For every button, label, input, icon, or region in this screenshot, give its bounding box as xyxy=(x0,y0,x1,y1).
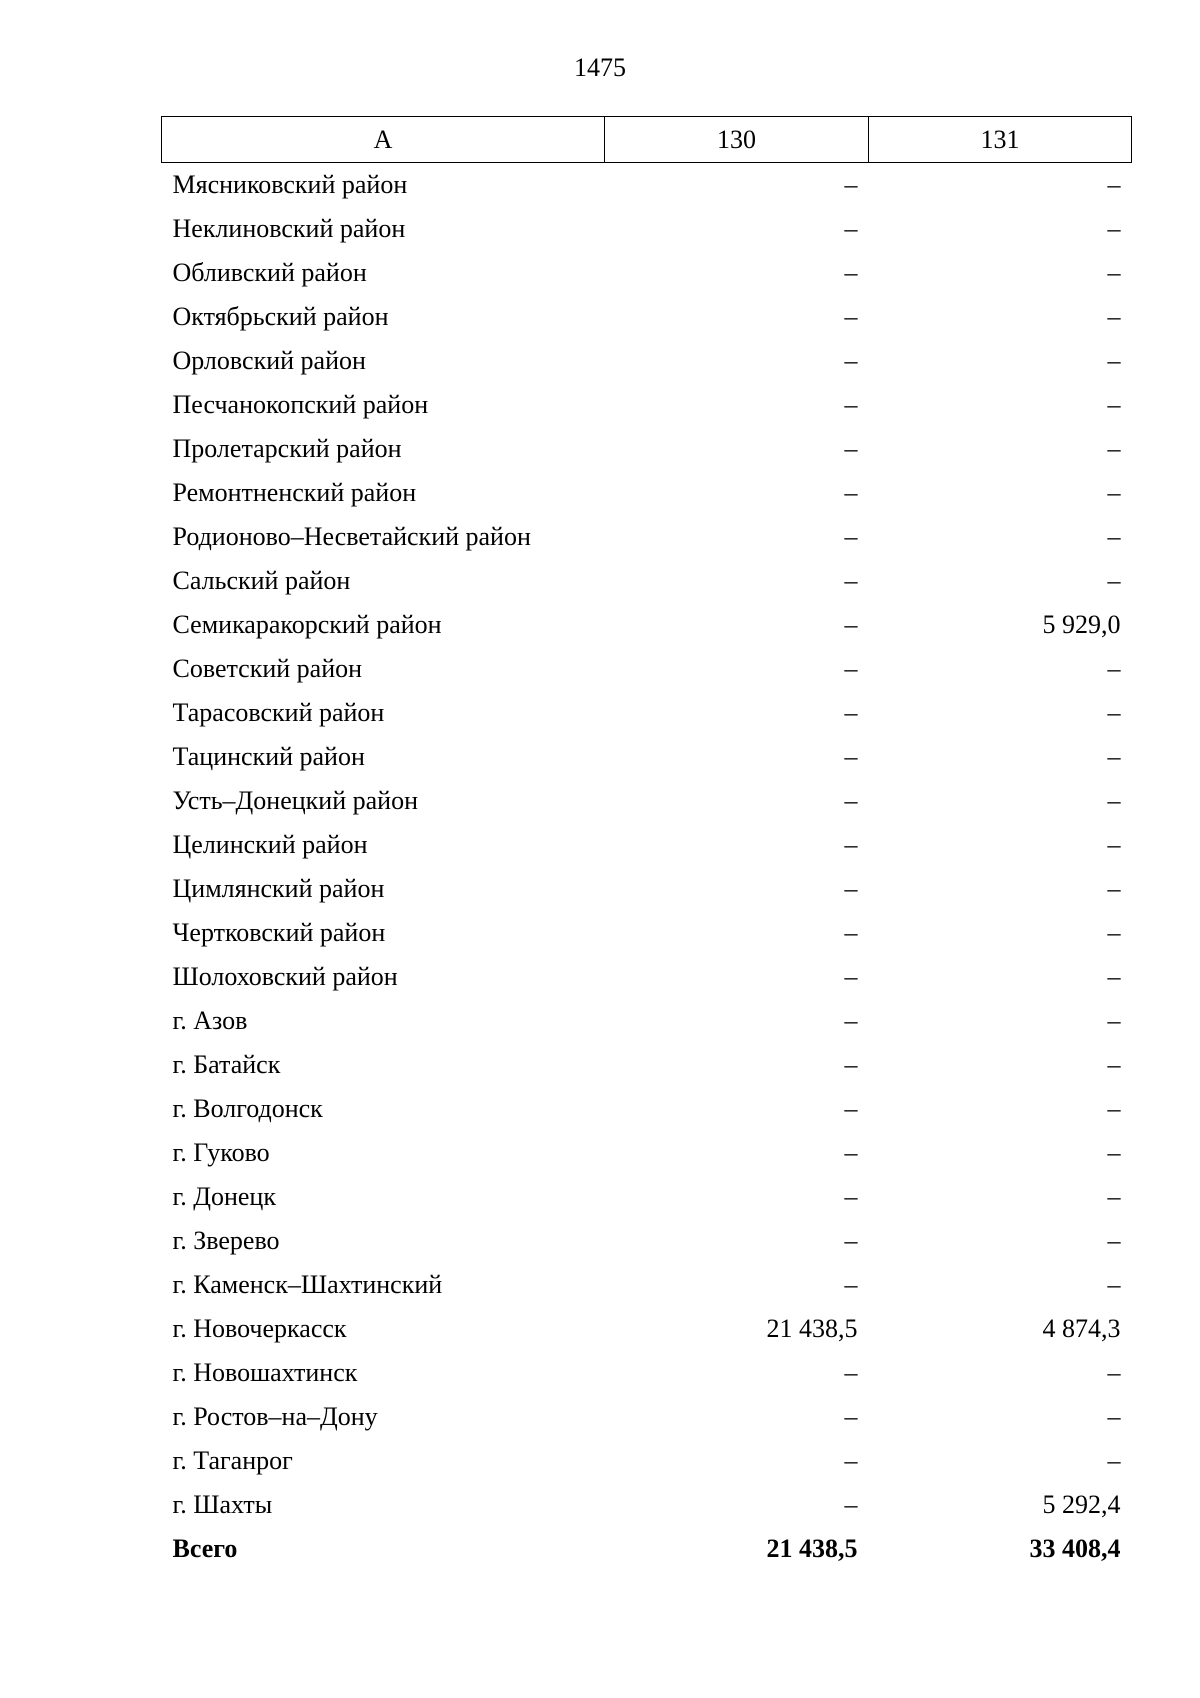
row-value-131-cell: 4 874,3 xyxy=(1042,1314,1121,1343)
row-value-131-cell: – xyxy=(1107,830,1121,859)
header-row xyxy=(162,117,1132,163)
row-name-cell: г. Азов xyxy=(172,1006,248,1035)
row-value-130-cell: – xyxy=(844,962,858,991)
row-name-cell: Орловский район xyxy=(172,346,366,375)
row-name-cell: Пролетарский район xyxy=(172,434,402,463)
row-value-130-cell: – xyxy=(844,302,858,331)
row-value-131-cell: 5 292,4 xyxy=(1042,1490,1121,1519)
table-row xyxy=(162,1307,1132,1351)
table-row xyxy=(162,251,1132,295)
table-row xyxy=(162,383,1132,427)
row-name-cell: г. Новошахтинск xyxy=(172,1358,358,1387)
row-value-131-cell: – xyxy=(1107,478,1121,507)
row-value-131-cell: – xyxy=(1107,566,1121,595)
total-value-130-cell: 21 438,5 xyxy=(766,1534,858,1563)
row-name-cell: Тарасовский район xyxy=(172,698,385,727)
row-value-130-cell: – xyxy=(844,1446,858,1475)
row-value-130-cell: – xyxy=(844,1358,858,1387)
table-row xyxy=(162,999,1132,1043)
row-name-cell: Песчанокопский район xyxy=(172,390,429,419)
header-cell-131: 131 xyxy=(869,117,1132,163)
row-value-130-cell: – xyxy=(844,1270,858,1299)
header-cell-a: А xyxy=(162,117,605,163)
table-row xyxy=(162,515,1132,559)
table-row xyxy=(162,779,1132,823)
table-row xyxy=(162,1483,1132,1527)
row-name-cell: Семикаракорский район xyxy=(172,610,442,639)
row-name-cell: г. Донецк xyxy=(172,1182,276,1211)
row-name-cell: г. Каменск–Шахтинский xyxy=(172,1270,443,1299)
row-value-131-cell: – xyxy=(1107,346,1121,375)
row-value-130-cell: – xyxy=(844,1006,858,1035)
row-value-131-cell: – xyxy=(1107,698,1121,727)
table-row xyxy=(162,427,1132,471)
row-name-cell: Целинский район xyxy=(172,830,368,859)
row-name-cell: г. Гуково xyxy=(172,1138,270,1167)
row-value-131-cell: – xyxy=(1107,1402,1121,1431)
row-name-cell: Шолоховский район xyxy=(172,962,398,991)
row-value-130-cell: – xyxy=(844,698,858,727)
row-value-131-cell: 5 929,0 xyxy=(1042,610,1121,639)
table-row xyxy=(162,1351,1132,1395)
row-name-cell: Сальский район xyxy=(172,566,351,595)
row-name-cell: Тацинский район xyxy=(172,742,365,771)
row-value-130-cell: – xyxy=(844,478,858,507)
row-name-cell: Октябрьский район xyxy=(172,302,389,331)
table-row xyxy=(162,207,1132,251)
row-value-131-cell: – xyxy=(1107,786,1121,815)
row-value-130-cell: – xyxy=(844,1490,858,1519)
row-name-cell: Цимлянский район xyxy=(172,874,385,903)
table-row xyxy=(162,647,1132,691)
row-value-131-cell: – xyxy=(1107,170,1121,199)
row-value-130-cell: – xyxy=(844,918,858,947)
table-row xyxy=(162,1395,1132,1439)
row-value-131-cell: – xyxy=(1107,654,1121,683)
row-value-131-cell: – xyxy=(1107,434,1121,463)
table-row xyxy=(162,1175,1132,1219)
row-name-cell: Ремонтненский район xyxy=(172,478,417,507)
row-value-130-cell: – xyxy=(844,1182,858,1211)
header-cell-130: 130 xyxy=(605,117,869,163)
table-row xyxy=(162,163,1132,208)
data-table-container xyxy=(161,116,1131,1571)
row-value-131-cell: – xyxy=(1107,1050,1121,1079)
table-row xyxy=(162,823,1132,867)
row-name-cell: Неклиновский район xyxy=(172,214,406,243)
row-name-cell: г. Новочеркасск xyxy=(172,1314,347,1343)
row-value-131-cell: – xyxy=(1107,1094,1121,1123)
table-row xyxy=(162,339,1132,383)
row-name-cell: г. Таганрог xyxy=(172,1446,293,1475)
row-name-cell: Усть–Донецкий район xyxy=(172,786,418,815)
total-row xyxy=(162,1527,1132,1571)
table-body xyxy=(162,163,1132,1572)
row-value-130-cell: – xyxy=(844,346,858,375)
row-name-cell: Обливский район xyxy=(172,258,367,287)
row-value-131-cell: – xyxy=(1107,1182,1121,1211)
row-value-130-cell: – xyxy=(844,522,858,551)
page-number: 1475 xyxy=(574,53,626,82)
table-row xyxy=(162,691,1132,735)
row-value-130-cell: – xyxy=(844,874,858,903)
row-value-130-cell: – xyxy=(844,1226,858,1255)
row-value-130-cell: – xyxy=(844,742,858,771)
row-value-130-cell: – xyxy=(844,610,858,639)
row-value-130-cell: – xyxy=(844,786,858,815)
row-value-131-cell: – xyxy=(1107,522,1121,551)
row-name-cell: г. Ростов–на–Дону xyxy=(172,1402,378,1431)
row-value-131-cell: – xyxy=(1107,962,1121,991)
row-value-131-cell: – xyxy=(1107,1358,1121,1387)
row-value-130-cell: – xyxy=(844,1050,858,1079)
total-value-131-cell: 33 408,4 xyxy=(1029,1534,1121,1563)
row-name-cell: Советский район xyxy=(172,654,363,683)
row-value-131-cell: – xyxy=(1107,874,1121,903)
total-label-cell: Всего xyxy=(172,1534,238,1563)
table-row xyxy=(162,1043,1132,1087)
row-name-cell: г. Зверево xyxy=(172,1226,280,1255)
row-value-130-cell: – xyxy=(844,390,858,419)
row-value-131-cell: – xyxy=(1107,302,1121,331)
row-name-cell: Родионово–Несветайский район xyxy=(172,522,531,551)
table-row xyxy=(162,1087,1132,1131)
row-value-130-cell: – xyxy=(844,566,858,595)
table-row xyxy=(162,1131,1132,1175)
row-value-130-cell: – xyxy=(844,1094,858,1123)
table-row xyxy=(162,1263,1132,1307)
row-value-131-cell: – xyxy=(1107,1446,1121,1475)
table-row xyxy=(162,1219,1132,1263)
table-row xyxy=(162,1439,1132,1483)
row-name-cell: Чертковский район xyxy=(172,918,386,947)
table-row xyxy=(162,471,1132,515)
row-value-130-cell: 21 438,5 xyxy=(766,1314,858,1343)
table-row xyxy=(162,559,1132,603)
row-value-130-cell: – xyxy=(844,1402,858,1431)
row-value-130-cell: – xyxy=(844,1138,858,1167)
table-header xyxy=(162,117,1132,163)
table-row xyxy=(162,867,1132,911)
data-table xyxy=(161,116,1132,1571)
row-value-131-cell: – xyxy=(1107,258,1121,287)
row-name-cell: г. Шахты xyxy=(172,1490,273,1519)
row-name-cell: Мясниковский район xyxy=(172,170,408,199)
row-value-131-cell: – xyxy=(1107,1006,1121,1035)
row-value-130-cell: – xyxy=(844,830,858,859)
row-value-131-cell: – xyxy=(1107,214,1121,243)
row-value-130-cell: – xyxy=(844,434,858,463)
row-value-130-cell: – xyxy=(844,214,858,243)
table-row xyxy=(162,735,1132,779)
row-name-cell: г. Батайск xyxy=(172,1050,281,1079)
row-value-130-cell: – xyxy=(844,654,858,683)
row-value-131-cell: – xyxy=(1107,1138,1121,1167)
row-value-131-cell: – xyxy=(1107,742,1121,771)
table-row xyxy=(162,911,1132,955)
row-value-130-cell: – xyxy=(844,258,858,287)
table-row xyxy=(162,955,1132,999)
row-value-131-cell: – xyxy=(1107,390,1121,419)
table-row xyxy=(162,295,1132,339)
row-value-130-cell: – xyxy=(844,170,858,199)
table-row xyxy=(162,603,1132,647)
row-value-131-cell: – xyxy=(1107,1270,1121,1299)
row-value-131-cell: – xyxy=(1107,1226,1121,1255)
row-name-cell: г. Волгодонск xyxy=(172,1094,323,1123)
row-value-131-cell: – xyxy=(1107,918,1121,947)
